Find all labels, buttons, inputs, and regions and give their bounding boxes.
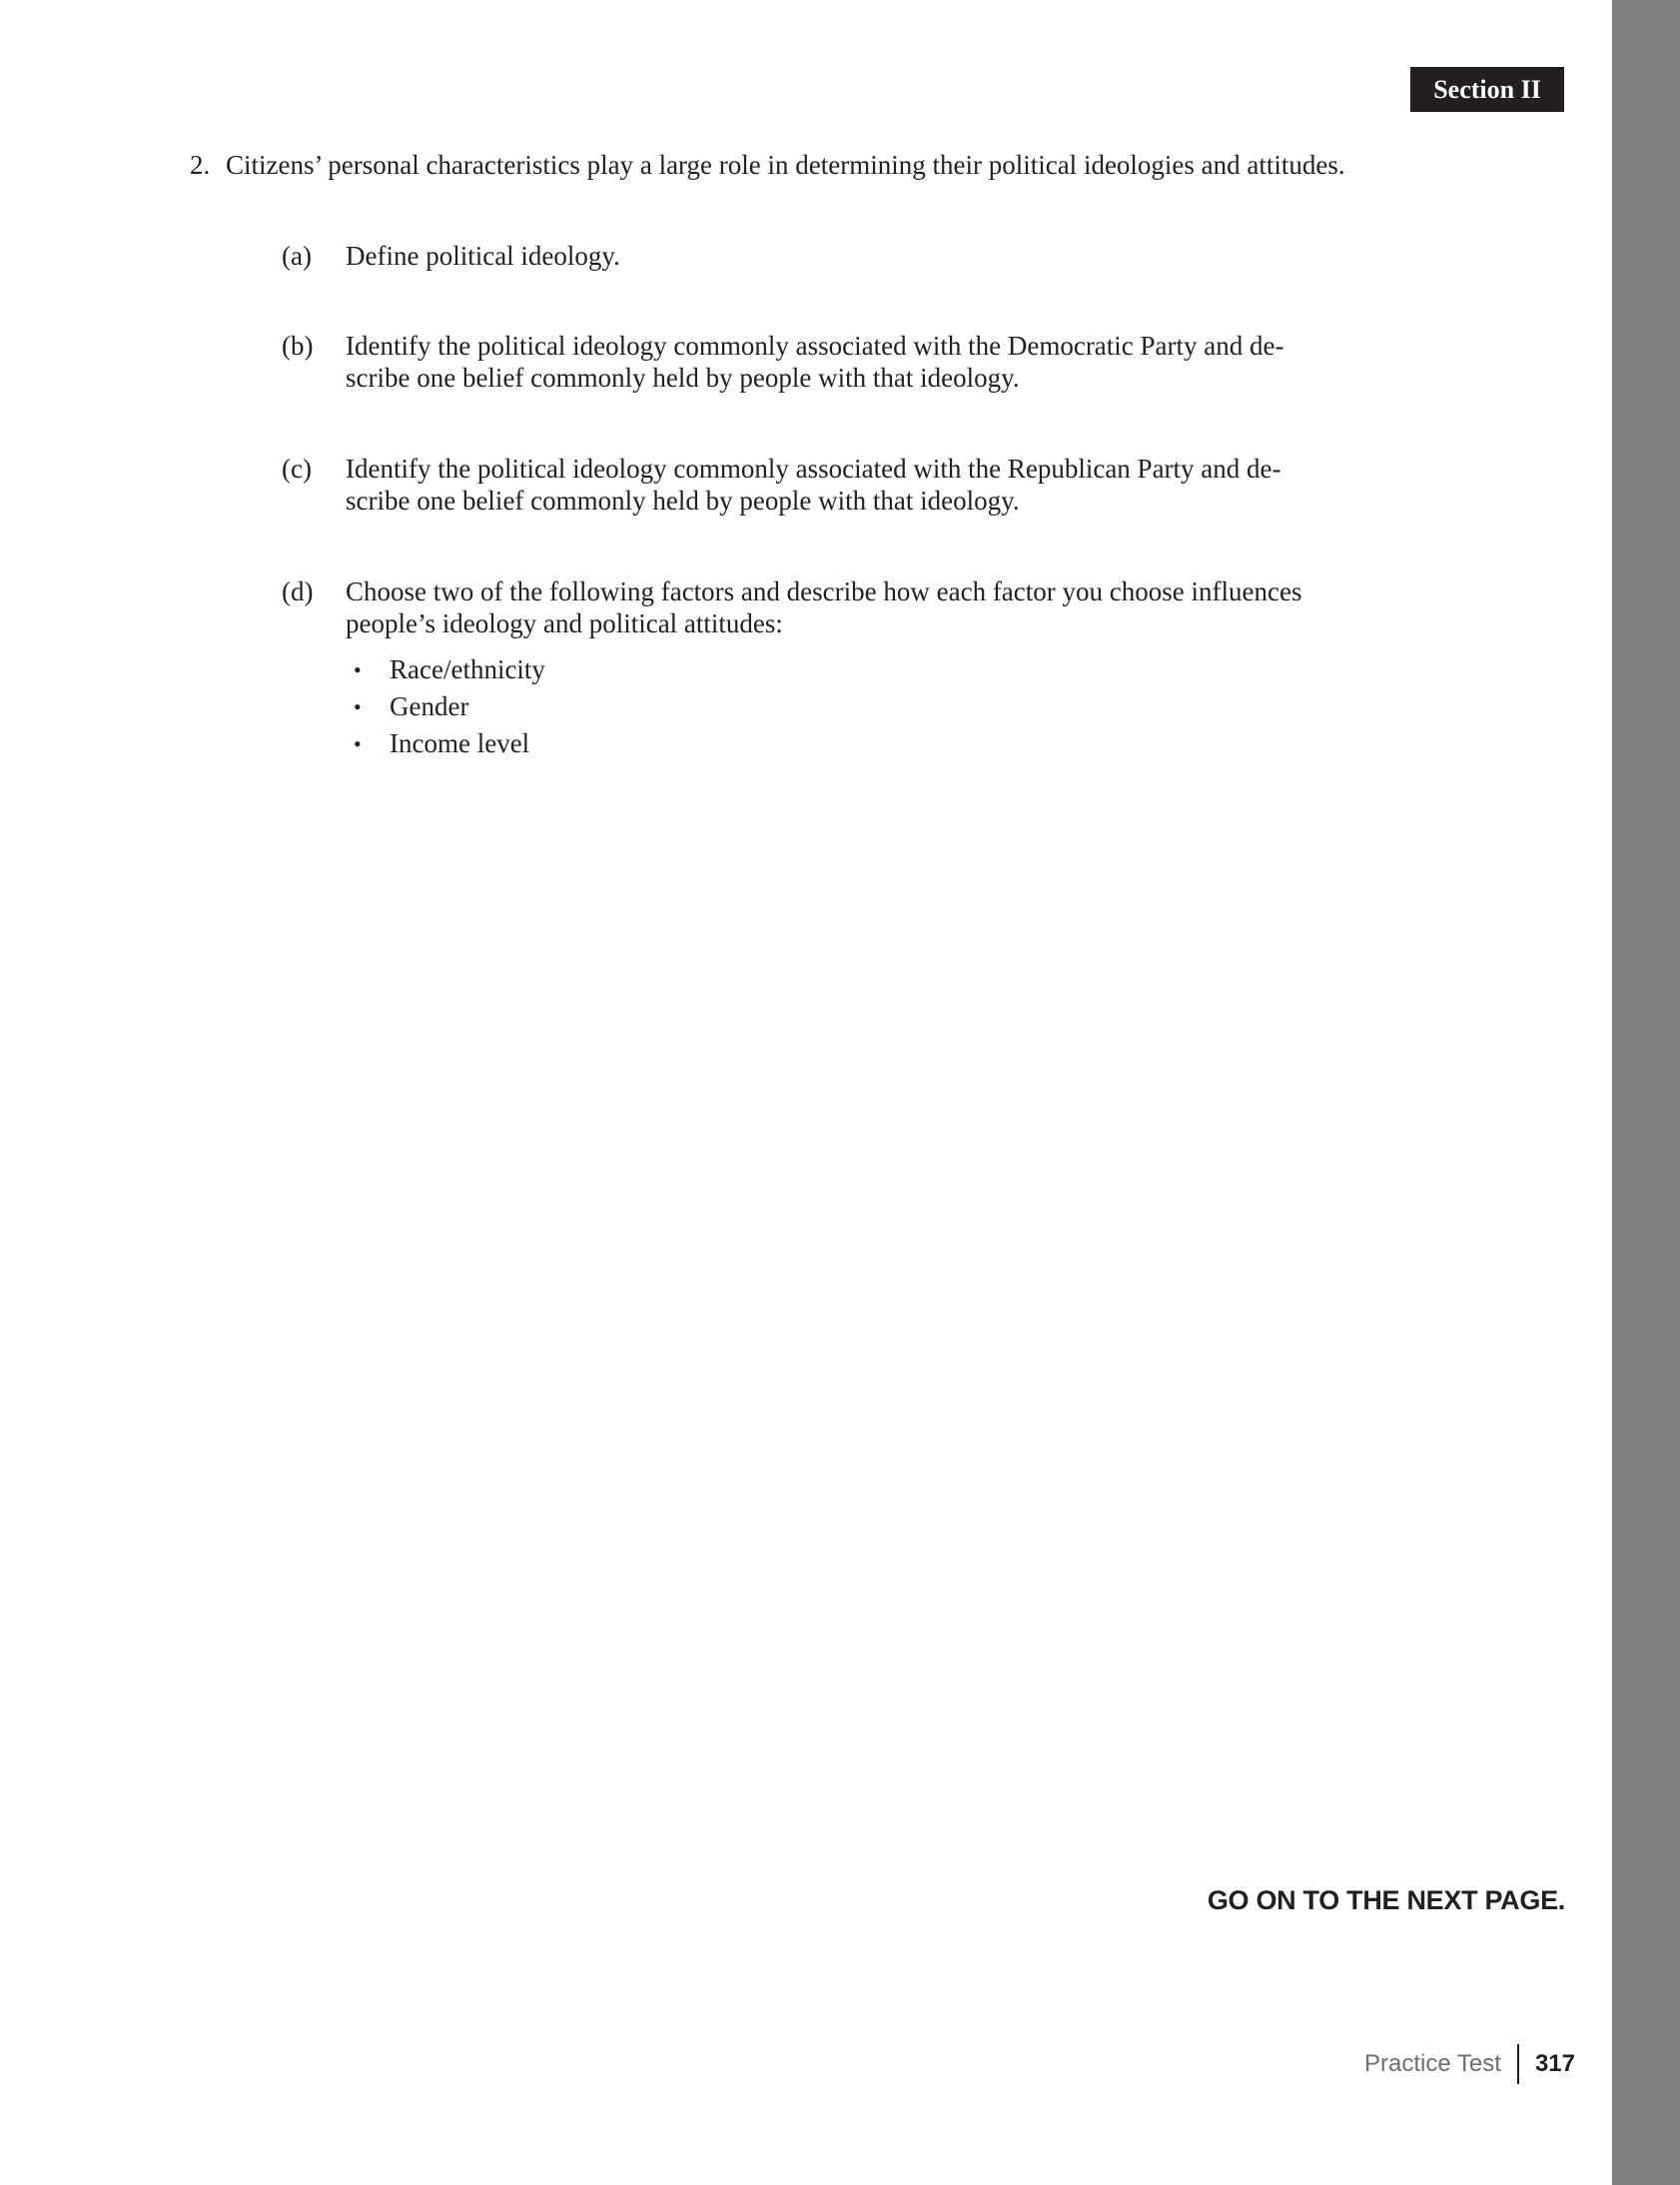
part-c-line-1: Identify the political ideology commonly associated with the Republican Party and de- bbox=[346, 454, 1281, 484]
bullet-icon: • bbox=[354, 657, 362, 682]
page-footer bbox=[1364, 2044, 1575, 2084]
factor-label: Income level bbox=[390, 728, 530, 758]
part-c-line-2: scribe one belief commonly held by people with that ideology. bbox=[346, 486, 1020, 516]
part-a-line-1: Define political ideology. bbox=[346, 241, 620, 271]
question-text: Citizens’ personal characteristics play a large role in determining their political ideologies and attitudes. bbox=[226, 150, 1345, 180]
part-d-letter: (d) bbox=[282, 576, 314, 606]
bullet-icon: • bbox=[354, 694, 362, 719]
factor-label: Race/ethnicity bbox=[390, 654, 545, 684]
go-on-notice: GO ON TO THE NEXT PAGE. bbox=[1207, 1885, 1565, 1915]
part-b bbox=[282, 330, 1380, 394]
part-d bbox=[282, 575, 1380, 762]
part-a-letter: (a) bbox=[282, 241, 312, 271]
factor-item-gender bbox=[346, 688, 1344, 725]
section-badge: Section II bbox=[1410, 67, 1564, 112]
factor-label: Gender bbox=[390, 691, 469, 721]
footer-label: Practice Test bbox=[1364, 2050, 1501, 2077]
side-tab bbox=[1612, 0, 1680, 2185]
part-c-letter: (c) bbox=[282, 454, 312, 484]
part-d-text bbox=[346, 575, 1344, 762]
part-b-letter: (b) bbox=[282, 331, 314, 361]
part-c bbox=[282, 453, 1380, 517]
factor-item-income-level bbox=[346, 725, 1344, 762]
question-number: 2. bbox=[190, 150, 211, 180]
footer-divider bbox=[1517, 2044, 1519, 2084]
part-c-text bbox=[346, 453, 1344, 517]
part-b-text bbox=[346, 330, 1344, 394]
question-2 bbox=[190, 145, 1488, 185]
part-d-line-1: Choose two of the following factors and describe how each factor you choose influences bbox=[346, 576, 1302, 606]
factor-item-race-ethnicity bbox=[346, 651, 1344, 688]
part-b-line-2: scribe one belief commonly held by people with that ideology. bbox=[346, 363, 1020, 393]
bullet-icon: • bbox=[354, 731, 362, 756]
factor-list bbox=[346, 651, 1344, 762]
part-b-line-1: Identify the political ideology commonly associated with the Democratic Party and de- bbox=[346, 331, 1284, 361]
part-a-text bbox=[346, 240, 1344, 272]
page-number: 317 bbox=[1534, 2050, 1575, 2077]
part-a bbox=[282, 240, 1380, 272]
part-d-line-2: people’s ideology and political attitudes: bbox=[346, 608, 783, 638]
